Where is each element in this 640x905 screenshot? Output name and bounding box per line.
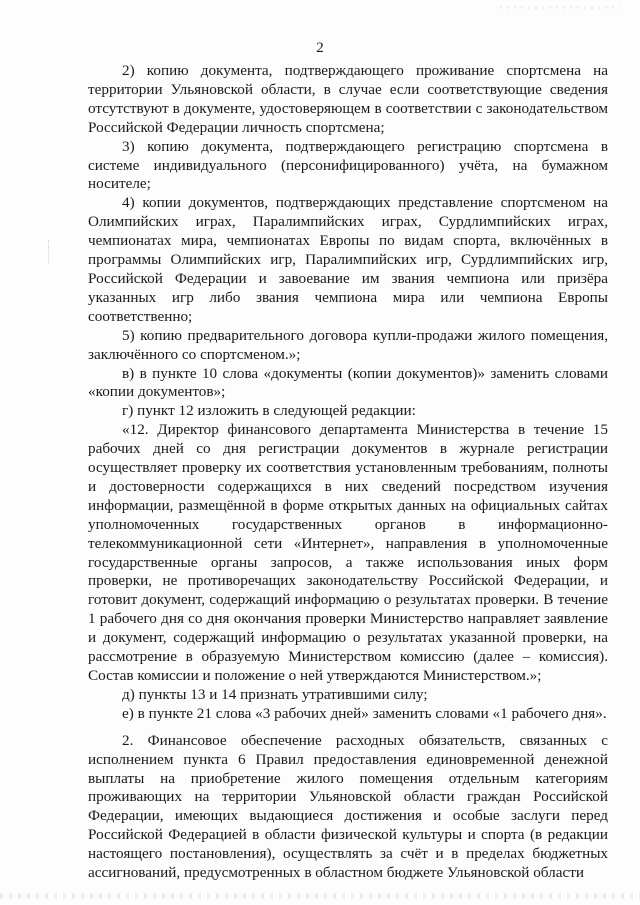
paragraph-item-5: 5) копию предварительного договора купли-продажи жилого помещения, заключённого со спортсменом.»; [88, 326, 608, 363]
paragraph-subpoint-v: в) в пункте 10 слова «документы (копии документов)» заменить словами «копии документов»; [88, 364, 608, 401]
paragraph-subpoint-e: е) в пункте 21 слова «3 рабочих дней» заменить словами «1 рабочего дня». [122, 704, 607, 722]
page-number: 2 [316, 40, 324, 56]
document-body [88, 62, 608, 883]
scan-artifact-margin [48, 240, 69, 264]
paragraph-clause-12: «12. Директор финансового департамента Министерства в течение 15 рабочих дней со дня регистрации документов в журнале регистрации осуществляет проверку их соответствия установленным требованиям, полноты и достоверности содержащихся в них сведений посредством изучения информации, размещённой в форме открытых данных на официальных сайтах уполномоченных государственных органов в информационно-телекоммуникационной сети «Интернет», направления в уполномоченные государственные органы запросов, а также использования иных форм проверки, не противоречащих законодательству Российской Федерации, и готовит документ, содержащий информацию о результатах проверки. В течение 1 рабочего дня со дня окончания проверки Министерство направляет заявление и документ, содержащий информацию о результатах указанной проверки, на рассмотрение в образуемую Министерством комиссию (далее – комиссия). Состав комиссии и положение о ней утверждаются Министерством.»; [88, 421, 608, 684]
paragraph-item-2: 2) копию документа, подтверждающего проживание спортсмена на территории Ульяновской области, в случае если соответствующие сведения отсутствуют в документе, удостоверяющем в соответствии с законодательством Российской Федерации личность спортсмена; [88, 62, 608, 136]
paragraph-item-3: 3) копию документа, подтверждающего регистрацию спортсмена в системе индивидуального (персонифицированного) учёта, на бумажном носителе; [88, 137, 608, 193]
paragraph-section-2: 2. Финансовое обеспечение расходных обязательств, связанных с исполнением пункта 6 Правил предоставления единовременной денежной выплаты на приобретение жилого помещения отдельным категориям проживающих на территории Ульяновской области граждан Российской Федерации, имеющих выдающиеся достижения и особые заслуги перед Российской Федерацией в области физической культуры и спорта (в редакции настоящего постановления), осуществлять за счёт и в пределах бюджетных ассигнований, предусмотренных в областном бюджете Ульяновской области [88, 731, 608, 882]
scan-artifact-top [500, 6, 620, 9]
paragraph-subpoint-g: г) пункт 12 изложить в следующей редакции: [122, 402, 416, 420]
scan-artifact-bottom [0, 893, 640, 899]
paragraph-item-4: 4) копии документов, подтверждающих представление спортсменом на Олимпийских играх, Паралимпийских играх, Сурдлимпийских играх, чемпионатах мира, чемпионатах Европы по видам спорта, включённых в программы Олимпийских игр, Паралимпийских игр, Сурдлимпийских игр, Российской Федерации и завоевание им звания чемпиона или призёра указанных игр либо звания чемпиона мира или чемпиона Европы соответственно; [88, 194, 608, 325]
paragraph-subpoint-d: д) пункты 13 и 14 признать утратившими силу; [122, 685, 428, 703]
